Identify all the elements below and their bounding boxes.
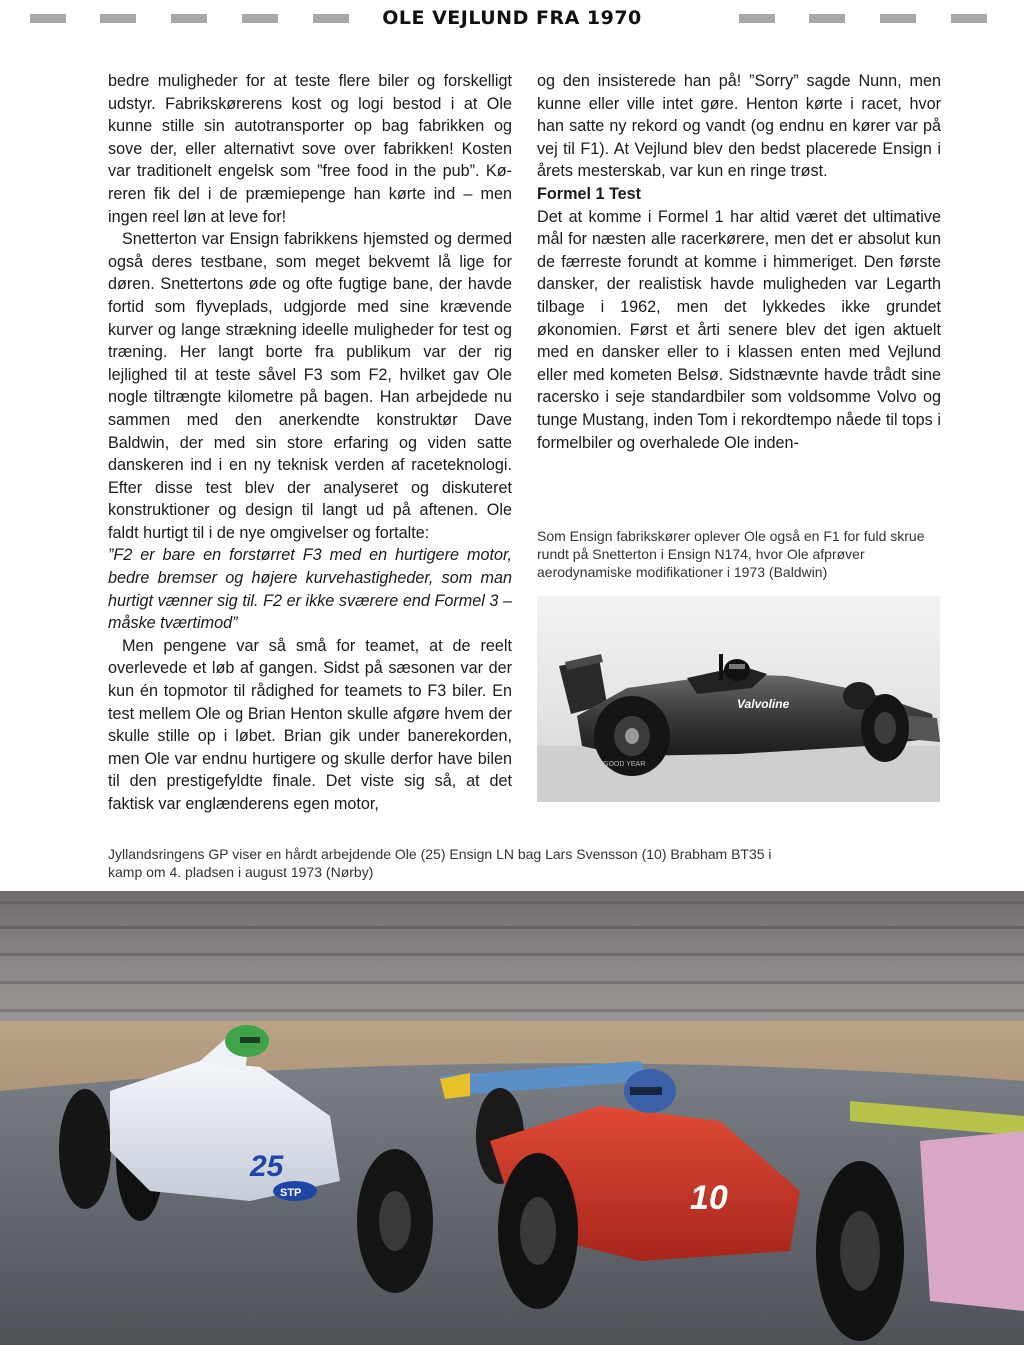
f1-car-photo <box>537 596 940 802</box>
sponsor-lettering: Valvoline <box>737 697 790 711</box>
page-title: OLE VEJLUND FRA 1970 <box>382 7 642 29</box>
paragraph: Snetterton var Ensign fabrikkens hjemsted og dermed også deres testbane, som meget bekvemt lå lige for døren. Snettertons øde og ofte fugtige bane, der havde fortid som flyveplads, udgjorde med sine krævende kurver og lange strækning ideelle muligheder for test og træning. Her langt borte fra publikum var der rig lejlighed til at teste såvel F3 som F2, hvilket gav Ole nogle tiltrængte kilometre på bagen. Han arbejdede nu sammen med den anerkendte konstruktør Dave Baldwin, der med sin store erfaring og viden satte danskeren ind i en ny teknisk verden af raceteknologi. Efter disse test blev der analyseret og diskuteret konstruktioner og design til langt ud på aftenen. Ole faldt hurtigt til i de nye omgivelser og fortalte: <box>108 230 512 542</box>
car-number-10: 10 <box>690 1179 728 1217</box>
car-number-25: 25 <box>250 1150 284 1183</box>
header-dash <box>951 14 987 23</box>
car-sticker: STP <box>280 1187 302 1199</box>
race-photo <box>0 891 1024 1345</box>
photo-caption-gp: Jyllandsringens GP viser en hårdt arbejdende Ole (25) Ensign LN bag Lars Svensson (10) Brabham BT35 i kamp om 4. pladsen i august 1973 (Nørby) <box>108 846 772 880</box>
paragraph: og den insisterede han på! ”Sorry” sagde Nunn, men kunne eller ville intet gøre. Henton kørte i racet, hvor han satte ny rekord og vandt (og endnu en kører var på vej til F1). At Vejlund blev den bedst placerede Ensign i årets mesterskab, var kun en ringe trøst. <box>537 72 941 181</box>
paragraph: Det at komme i Formel 1 har altid været det ultimative mål for næsten alle racerkørere, men det er absolut kun de færreste forundt at komme i himmeriget. Den første dansker, der realistisk havde muligheden var Legarth tilbage i 1962, men det lykkedes ikke grundet økonomien. Først et årti senere blev det igen aktuelt med en dansker eller to i klassen enten med Vejlund eller med kometen Belsø. Sidstnævnte havde trådt sine racersko i seje standardbiler som voldsomme Volvo og tunge Mustang, inden Tom i rekordtempo nåede til tops i formelbiler og overhalede Ole inden- <box>537 207 941 452</box>
photo-caption-f1: Som Ensign fabrikskører oplever Ole også en F1 for fuld skrue rundt på Snetterton i Ensign N174, hvor Ole afprøver aerodynamiske modifikationer i 1973 (Baldwin) <box>537 528 925 580</box>
left-column <box>108 70 512 816</box>
section-heading: Formel 1 Test <box>537 184 642 203</box>
page-header <box>0 0 1024 40</box>
quote: ”F2 er bare en forstørret F3 med en hurtigere motor, bedre bremser og højere kurvehastigheder, som man hurtigt vænner sig til. F2 er ikke sværere end Formel 3 – måske tværtimod” <box>108 546 512 633</box>
rear-wheel <box>594 696 670 776</box>
paragraph: bedre muligheder for at teste flere biler og forskelligt udstyr. Fabrikskørerens kost og logi bestod i at Ole kunne stille sin autotransporter op bag fabrikken og sove der, eller alternativt sove over fabrikken! Kosten var traditionelt engelsk som ”free food in the pub”. Køreren fik del i de præmiepenge han kørte ind – men ingen reel løn at leve for! <box>108 72 512 226</box>
header-dash <box>739 14 775 23</box>
header-dash <box>809 14 845 23</box>
header-dash <box>880 14 916 23</box>
paragraph: Men pengene var så små for teamet, at de reelt overlevede et løb af gangen. Sidst på sæsonen var der kun én topmotor til rådighed for teamets to F3 biler. En test mellem Ole og Brian Henton skulle afgøre hvem der skulle stille op i løbet. Brian gik under banerekorden, men Ole var endnu hurtigere og skulle derfor have bilen til den prestigefyldte finale. Det viste sig så, at det faktisk var englænderens egen motor, <box>108 636 512 813</box>
tyre-lettering: GOOD YEAR <box>603 761 646 768</box>
right-column <box>537 70 941 454</box>
front-wheel-far <box>843 682 875 710</box>
